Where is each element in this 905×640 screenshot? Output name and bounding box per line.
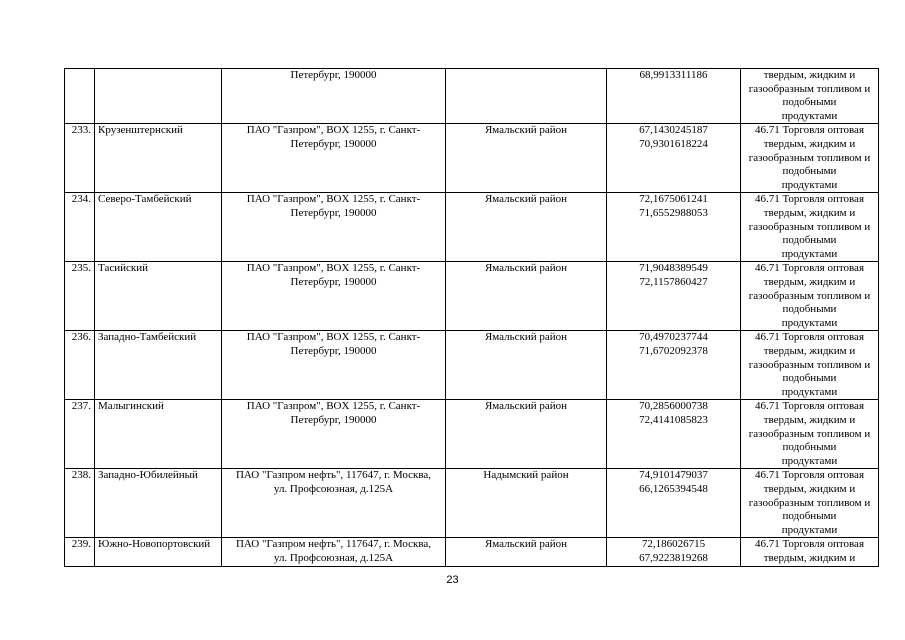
activity-line: подобными <box>782 234 837 247</box>
owner-line: ПАО "Газпром", BOX 1255, г. Санкт- <box>246 262 421 275</box>
coordinate-line: 72,4141085823 <box>639 413 708 426</box>
owner-line: ПАО "Газпром", BOX 1255, г. Санкт- <box>246 193 421 206</box>
owner-line: Петербург, 190000 <box>290 413 377 426</box>
cell-activity <box>741 538 879 566</box>
cell-coordinates <box>607 469 741 538</box>
table-row-partial <box>65 69 879 124</box>
cell-coordinates <box>607 69 741 124</box>
field-name: Южно-Новопортовский <box>98 538 211 551</box>
cell-district <box>446 400 607 469</box>
district: Ямальский район <box>484 331 568 344</box>
cell-owner <box>222 262 446 331</box>
district: Ямальский район <box>484 262 568 275</box>
table-row <box>65 331 879 400</box>
table-row <box>65 538 879 566</box>
owner-line: Петербург, 190000 <box>290 275 377 288</box>
activity-line: продуктами <box>781 247 838 260</box>
activity-line: подобными <box>782 165 837 178</box>
row-number: 233. <box>71 124 91 137</box>
activity-line: продуктами <box>781 178 838 191</box>
owner-line: Петербург, 190000 <box>290 206 377 219</box>
coordinate-line: 66,1265394548 <box>639 482 708 495</box>
activity-line: продуктами <box>781 109 838 122</box>
table-row <box>65 262 879 331</box>
owner-line: Петербург, 190000 <box>290 69 377 81</box>
cell-activity <box>741 331 879 400</box>
activity-line: твердым, жидким и <box>763 344 856 357</box>
cell-district <box>446 193 607 262</box>
page-number: 23 <box>446 574 459 586</box>
owner-line: ПАО "Газпром нефть", 117647, г. Москва, <box>235 469 432 482</box>
activity-line: подобными <box>782 96 837 109</box>
coordinate-line: 67,1430245187 <box>639 124 708 137</box>
coordinate-line: 71,6702092378 <box>639 344 708 357</box>
coordinate-line: 70,2856000738 <box>639 400 708 413</box>
field-name: Тасийский <box>98 262 148 275</box>
cell-number <box>65 400 95 469</box>
cell-number <box>65 69 95 124</box>
cell-coordinates <box>607 331 741 400</box>
cell-field-name <box>95 124 222 193</box>
activity-line: подобными <box>782 441 837 454</box>
owner-line: ПАО "Газпром нефть", 117647, г. Москва, <box>235 538 432 551</box>
activity-line: продуктами <box>781 454 838 467</box>
cell-activity <box>741 262 879 331</box>
activity-line: подобными <box>782 303 837 316</box>
row-number: 239. <box>71 538 91 551</box>
coordinate-line: 67,9223819268 <box>639 551 708 564</box>
field-name: Крузенштернский <box>98 124 183 137</box>
activity-line: продуктами <box>781 316 838 329</box>
activity-line: твердым, жидким и <box>763 413 856 426</box>
table-row <box>65 124 879 193</box>
coordinate-line: 71,9048389549 <box>639 262 708 275</box>
cell-number <box>65 193 95 262</box>
activity-line: газообразным топливом и <box>748 358 871 371</box>
cell-field-name <box>95 69 222 124</box>
owner-line: ПАО "Газпром", BOX 1255, г. Санкт- <box>246 400 421 413</box>
cell-number <box>65 331 95 400</box>
table-row <box>65 469 879 538</box>
table-row <box>65 193 879 262</box>
activity-line: 46.71 Торговля оптовая <box>754 331 865 344</box>
owner-line: ПАО "Газпром", BOX 1255, г. Санкт- <box>246 331 421 344</box>
activity-line: продуктами <box>781 523 838 536</box>
cell-coordinates <box>607 538 741 566</box>
owner-line: Петербург, 190000 <box>290 137 377 150</box>
activity-line: газообразным топливом и <box>748 289 871 302</box>
activity-line: твердым, жидким и <box>763 482 856 495</box>
cell-coordinates <box>607 400 741 469</box>
activity-line: твердым, жидким и <box>763 275 856 288</box>
district: Ямальский район <box>484 400 568 413</box>
row-number: 235. <box>71 262 91 275</box>
license-register-table <box>64 68 879 567</box>
activity-line: твердым, жидким и <box>763 69 856 81</box>
activity-line: газообразным топливом и <box>748 496 871 509</box>
cell-activity <box>741 69 879 124</box>
field-name: Малыгинский <box>98 400 164 413</box>
cell-activity <box>741 400 879 469</box>
cell-activity <box>741 469 879 538</box>
district: Ямальский район <box>484 538 568 551</box>
cell-number <box>65 538 95 566</box>
cell-coordinates <box>607 262 741 331</box>
activity-line: 46.71 Торговля оптовая <box>754 124 865 137</box>
cell-owner <box>222 331 446 400</box>
cell-owner <box>222 124 446 193</box>
field-name: Западно-Юбилейный <box>98 469 198 482</box>
cell-district <box>446 538 607 566</box>
activity-line: газообразным топливом и <box>748 220 871 233</box>
row-number: 237. <box>71 400 91 413</box>
cell-district <box>446 469 607 538</box>
district: Надымский район <box>483 469 569 482</box>
coordinate-line: 74,9101479037 <box>639 469 708 482</box>
cell-district <box>446 331 607 400</box>
activity-line: твердым, жидким и <box>763 206 856 219</box>
coordinate-line: 72,1675061241 <box>639 193 708 206</box>
cell-owner <box>222 193 446 262</box>
cell-field-name <box>95 469 222 538</box>
cell-owner <box>222 400 446 469</box>
owner-line: ул. Профсоюзная, д.125А <box>273 551 394 564</box>
cell-number <box>65 262 95 331</box>
cell-field-name <box>95 331 222 400</box>
activity-line: подобными <box>782 372 837 385</box>
coordinate-line: 72,1157860427 <box>639 275 708 288</box>
owner-line: ПАО "Газпром", BOX 1255, г. Санкт- <box>246 124 421 137</box>
cell-owner <box>222 69 446 124</box>
coordinate-line: 70,4970237744 <box>639 331 708 344</box>
table-row <box>65 400 879 469</box>
cell-owner <box>222 469 446 538</box>
activity-line: 46.71 Торговля оптовая <box>754 538 865 551</box>
row-number: 236. <box>71 331 91 344</box>
activity-line: подобными <box>782 510 837 523</box>
cell-field-name <box>95 538 222 566</box>
row-number: 234. <box>71 193 91 206</box>
cell-activity <box>741 124 879 193</box>
activity-line: 46.71 Торговля оптовая <box>754 193 865 206</box>
cell-number <box>65 469 95 538</box>
cell-number <box>65 124 95 193</box>
district: Ямальский район <box>484 124 568 137</box>
district: Ямальский район <box>484 193 568 206</box>
activity-line: 46.71 Торговля оптовая <box>754 469 865 482</box>
cell-coordinates <box>607 124 741 193</box>
cell-field-name <box>95 400 222 469</box>
activity-line: 46.71 Торговля оптовая <box>754 400 865 413</box>
cell-field-name <box>95 193 222 262</box>
cell-district <box>446 69 607 124</box>
row-number: 238. <box>71 469 91 482</box>
activity-line: твердым, жидким и <box>763 551 856 564</box>
cell-coordinates <box>607 193 741 262</box>
coordinate-line: 68,9913311186 <box>639 69 708 81</box>
cell-field-name <box>95 262 222 331</box>
coordinate-line: 70,9301618224 <box>639 137 708 150</box>
owner-line: ул. Профсоюзная, д.125А <box>273 482 394 495</box>
field-name: Западно-Тамбейский <box>98 331 197 344</box>
owner-line: Петербург, 190000 <box>290 344 377 357</box>
activity-line: 46.71 Торговля оптовая <box>754 262 865 275</box>
coordinate-line: 71,6552988053 <box>639 206 708 219</box>
coordinate-line: 72,186026715 <box>641 538 706 551</box>
cell-district <box>446 124 607 193</box>
activity-line: твердым, жидким и <box>763 137 856 150</box>
field-name: Северо-Тамбейский <box>98 193 192 206</box>
cell-activity <box>741 193 879 262</box>
activity-line: газообразным топливом и <box>748 82 871 95</box>
activity-line: газообразным топливом и <box>748 427 871 440</box>
activity-line: газообразным топливом и <box>748 151 871 164</box>
cell-district <box>446 262 607 331</box>
activity-line: продуктами <box>781 385 838 398</box>
cell-owner <box>222 538 446 566</box>
